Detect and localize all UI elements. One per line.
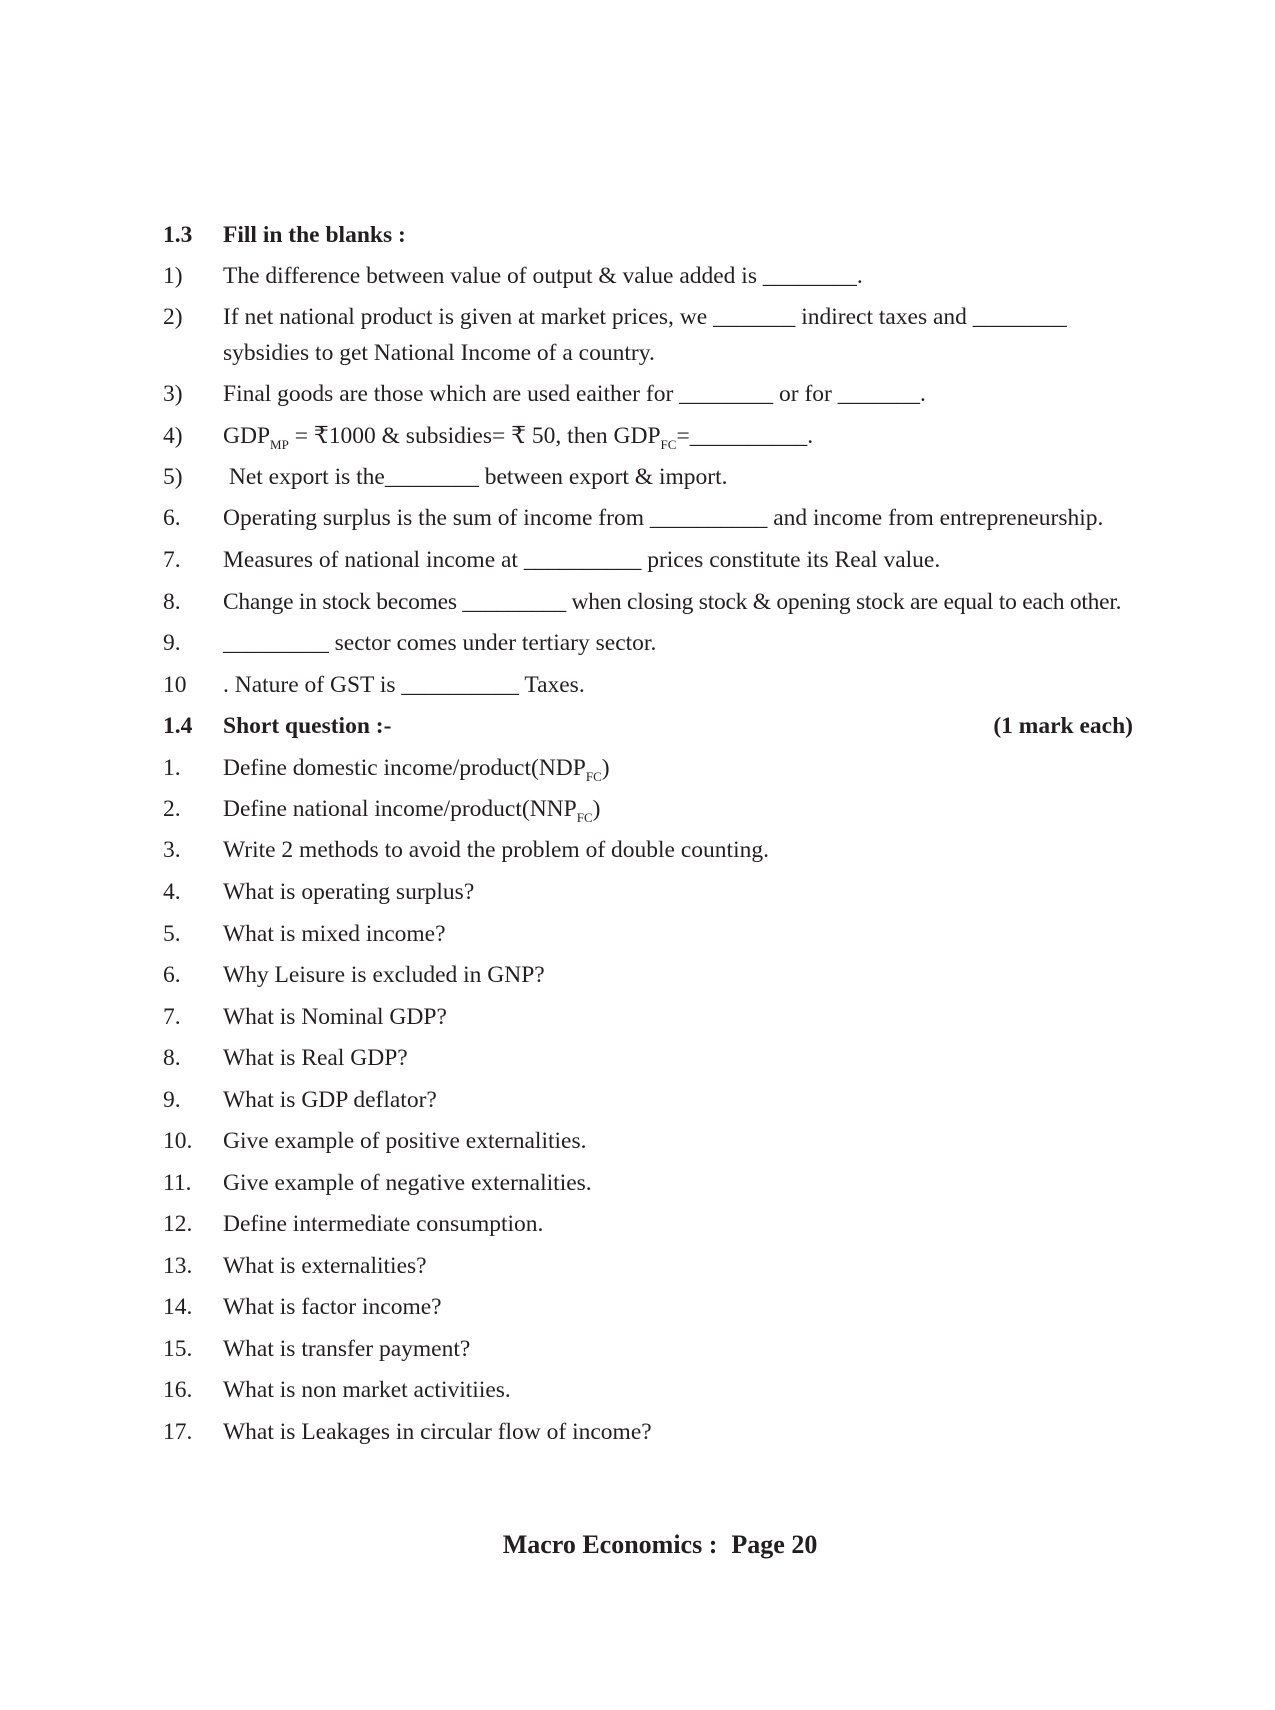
item-text: _________ sector comes under tertiary sector. [223,630,657,656]
item-number: 4) [163,423,183,449]
gdp-label: GDP [223,423,271,449]
item-number: 10. [163,1128,193,1154]
section-heading-fill-blanks [163,215,1163,255]
item-number: 16. [163,1377,193,1403]
item-text: Give example of negative externalities. [223,1170,592,1196]
item-text [223,789,600,829]
question-item [163,1121,1163,1161]
question-item [163,1370,1163,1410]
item-number: 9. [163,1087,181,1113]
question-item [163,1246,1163,1286]
item-number: 8. [163,589,181,615]
fill-item [163,416,1163,456]
item-number: 5. [163,921,181,947]
subscript-mp: MP [270,437,289,452]
item-number: 13. [163,1253,193,1279]
subscript-fc: FC [576,810,593,825]
item-number: 1. [163,755,181,781]
question-item [163,1412,1163,1452]
question-item [163,1287,1163,1327]
item-text [223,748,610,788]
item-text: What is non market activitiies. [223,1377,511,1403]
question-item [163,789,1163,829]
subscript-fc: FC [585,769,602,784]
item-text: What is externalities? [223,1253,427,1279]
item-text [223,416,813,456]
item-number: 11. [163,1170,192,1196]
item-text: Net export is the________ between export & import. [223,464,728,490]
question-item [163,872,1163,912]
fill-item [163,256,1163,296]
question-item [163,914,1163,954]
footer-subject: Macro Economics : [502,1530,718,1559]
section-number: 1.4 [163,713,193,739]
page-footer [0,1530,1275,1560]
item-number: 8. [163,1045,181,1071]
item-number: 2. [163,796,181,822]
item-number: 12. [163,1211,193,1237]
fill-item-continuation [163,333,1163,373]
question-text: Define national income/product(NNP [223,796,577,822]
section-title: Fill in the blanks : [223,222,406,248]
question-item [163,1080,1163,1120]
question-item [163,1329,1163,1369]
item-text: Final goods are those which are used eaither for ________ or for _______. [223,381,926,407]
item-text: Write 2 methods to avoid the problem of double counting. [223,837,769,863]
item-text: What is operating surplus? [223,879,475,905]
item-number: 5) [163,464,183,490]
fill-item [163,540,1163,580]
item-number: 7. [163,547,181,573]
item-text: What is Real GDP? [223,1045,408,1071]
item-text: What is Leakages in circular flow of income? [223,1419,652,1445]
fill-item [163,582,1163,622]
item-number: 7. [163,1004,181,1030]
gdp-blank: =__________. [676,423,814,449]
question-item [163,997,1163,1037]
item-text: The difference between value of output & value added is ________. [223,263,863,289]
question-text: Define domestic income/product(NDP [223,755,586,781]
fill-item [163,665,1163,705]
item-number: 15. [163,1336,193,1362]
gdp-equation: = ₹1000 & subsidies= ₹ 50, then GDP [288,423,661,449]
item-text: What is Nominal GDP? [223,1004,447,1030]
item-text: Change in stock becomes _________ when closing stock & opening stock are equal to each other. [223,589,1122,615]
item-text: What is GDP deflator? [223,1087,437,1113]
item-number: 10 [163,672,187,698]
item-number: 6. [163,505,181,531]
footer-page-number: Page 20 [731,1530,818,1559]
item-text: If net national product is given at market prices, we _______ indirect taxes and ________ [223,304,1067,330]
closing-paren: ) [592,796,601,822]
item-number: 3. [163,837,181,863]
fill-item [163,623,1163,663]
section-heading-short-questions [163,706,1163,746]
section-number: 1.3 [163,222,193,248]
item-number: 3) [163,381,183,407]
item-text: . Nature of GST is __________ Taxes. [223,672,585,698]
item-number: 14. [163,1294,193,1320]
fill-item [163,297,1163,337]
subscript-fc: FC [660,437,677,452]
section-title: Short question :- [223,713,392,739]
item-text-continued: sybsidies to get National Income of a country. [223,340,655,366]
item-text: Give example of positive externalities. [223,1128,587,1154]
question-item [163,1038,1163,1078]
question-item [163,830,1163,870]
item-text: Define intermediate consumption. [223,1211,544,1237]
item-text: What is factor income? [223,1294,442,1320]
item-number: 17. [163,1419,193,1445]
fill-item [163,498,1163,538]
item-number: 9. [163,630,181,656]
item-number: 4. [163,879,181,905]
item-number: 6. [163,962,181,988]
question-item [163,1163,1163,1203]
item-number: 1) [163,263,183,289]
closing-paren: ) [601,755,610,781]
item-text: What is mixed income? [223,921,446,947]
item-text: What is transfer payment? [223,1336,471,1362]
question-item [163,748,1163,788]
question-item [163,1204,1163,1244]
item-text: Measures of national income at __________ prices constitute its Real value. [223,547,941,573]
item-number: 2) [163,304,183,330]
fill-item [163,457,1163,497]
fill-item [163,374,1163,414]
item-text: Operating surplus is the sum of income from __________ and income from entrepreneurship. [223,505,1104,531]
question-item [163,955,1163,995]
item-text: Why Leisure is excluded in GNP? [223,962,545,988]
marks-note: (1 mark each) [993,713,1133,739]
